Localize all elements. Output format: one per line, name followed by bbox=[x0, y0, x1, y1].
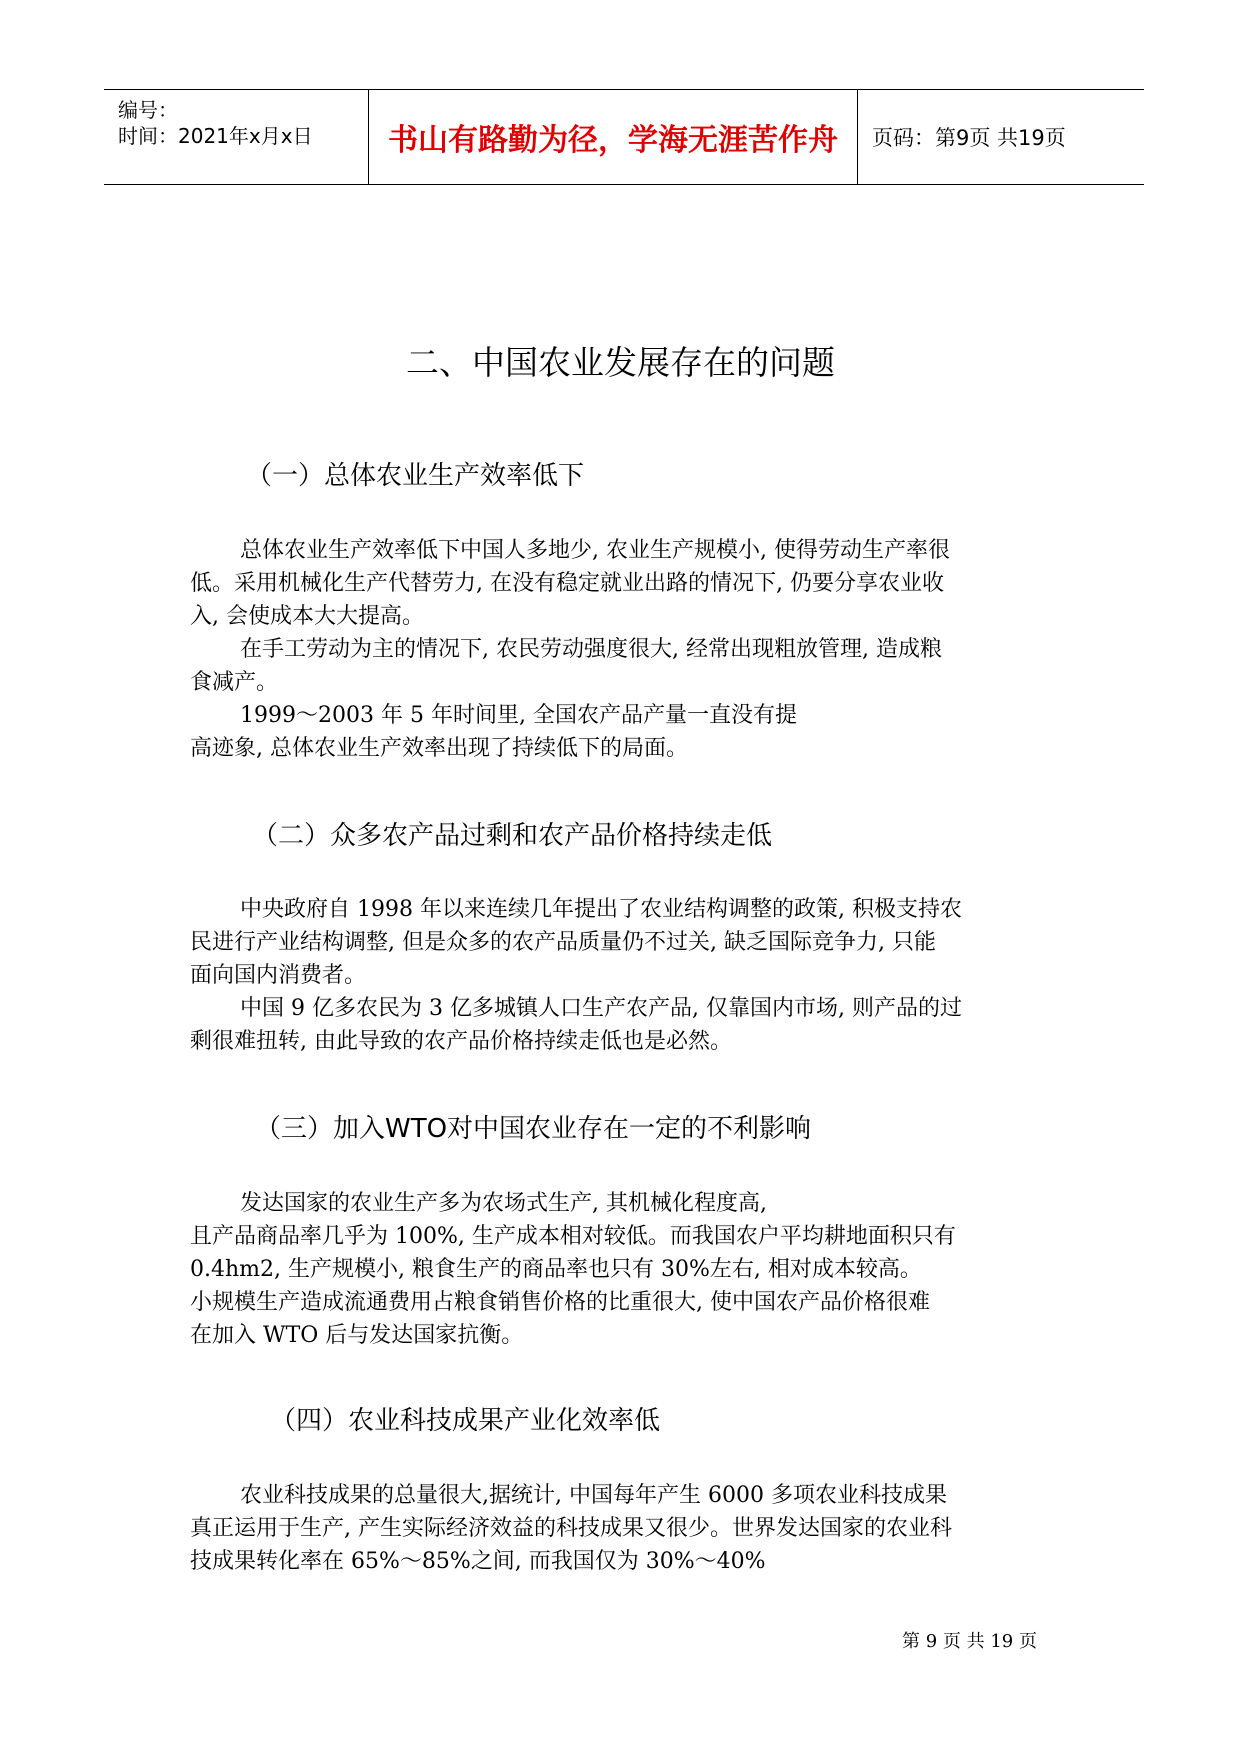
text-line: 1999～2003 年 5 年时间里, 全国农产品产量一直没有提 bbox=[240, 703, 797, 728]
text-line: 食减产。 bbox=[190, 670, 279, 695]
section-body-2 bbox=[190, 893, 1052, 1058]
header-page-cell bbox=[858, 90, 1144, 184]
text-line: 高迹象, 总体农业生产效率出现了持续低下的局面。 bbox=[190, 736, 688, 761]
section-body-4 bbox=[190, 1479, 1052, 1578]
document-title: 二、中国农业发展存在的问题 bbox=[406, 343, 835, 382]
page-header bbox=[104, 89, 1144, 185]
text-line: 小规模生产造成流通费用占粮食销售价格的比重很大, 使中国农产品价格很难 bbox=[190, 1290, 930, 1315]
section-body-1 bbox=[190, 534, 1052, 765]
text-line: 发达国家的农业生产多为农场式生产, 其机械化程度高, bbox=[240, 1191, 767, 1216]
section-body-3 bbox=[190, 1187, 1052, 1352]
text-line: 技成果转化率在 65%～85%之间, 而我国仅为 30%～40% bbox=[190, 1549, 766, 1574]
document-number-label: 编号： bbox=[118, 98, 178, 122]
document-time-label: 时间：2021年x月x日 bbox=[118, 124, 313, 148]
text-line: 低。采用机械化生产代替劳力, 在没有稳定就业出路的情况下, 仍要分享农业收 bbox=[190, 571, 944, 596]
text-line: 面向国内消费者。 bbox=[190, 963, 367, 988]
text-line: 中央政府自 1998 年以来连续几年提出了农业结构调整的政策, 积极支持农 bbox=[240, 897, 962, 922]
text-line: 剩很难扭转, 由此导致的农产品价格持续走低也是必然。 bbox=[190, 1029, 732, 1054]
text-line: 农业科技成果的总量很大,据统计, 中国每年产生 6000 多项农业科技成果 bbox=[240, 1483, 947, 1508]
motto-text: 书山有路勤为径，学海无涯苦作舟 bbox=[388, 123, 838, 158]
text-line: 中国 9 亿多农民为 3 亿多城镇人口生产农产品, 仅靠国内市场, 则产品的过 bbox=[240, 996, 962, 1021]
text-line: 在手工劳动为主的情况下, 农民劳动强度很大, 经常出现粗放管理, 造成粮 bbox=[240, 637, 942, 662]
section-heading-2: （二）众多农产品过剩和农产品价格持续走低 bbox=[252, 821, 773, 851]
section-heading-3: （三）加入WTO对中国农业存在一定的不利影响 bbox=[255, 1114, 812, 1144]
header-motto-cell bbox=[368, 90, 858, 184]
text-line: 总体农业生产效率低下中国人多地少, 农业生产规模小, 使得劳动生产率很 bbox=[240, 538, 950, 563]
section-heading-1: （一）总体农业生产效率低下 bbox=[246, 461, 585, 491]
page-footer: 第 9 页 共 19 页 bbox=[902, 1631, 1037, 1652]
text-line: 在加入 WTO 后与发达国家抗衡。 bbox=[190, 1323, 524, 1348]
text-line: 且产品商品率几乎为 100%, 生产成本相对较低。而我国农户平均耕地面积只有 bbox=[190, 1224, 956, 1249]
section-heading-4: （四）农业科技成果产业化效率低 bbox=[270, 1406, 661, 1436]
header-meta bbox=[104, 90, 368, 184]
page-code-label: 页码：第9页 共19页 bbox=[872, 126, 1066, 150]
text-line: 0.4hm2, 生产规模小, 粮食生产的商品率也只有 30%左右, 相对成本较高。 bbox=[190, 1257, 922, 1282]
text-line: 入, 会使成本大大提高。 bbox=[190, 604, 424, 629]
text-line: 真正运用于生产, 产生实际经济效益的科技成果又很少。世界发达国家的农业科 bbox=[190, 1516, 952, 1541]
text-line: 民进行产业结构调整, 但是众多的农产品质量仍不过关, 缺乏国际竞争力, 只能 bbox=[190, 930, 936, 955]
